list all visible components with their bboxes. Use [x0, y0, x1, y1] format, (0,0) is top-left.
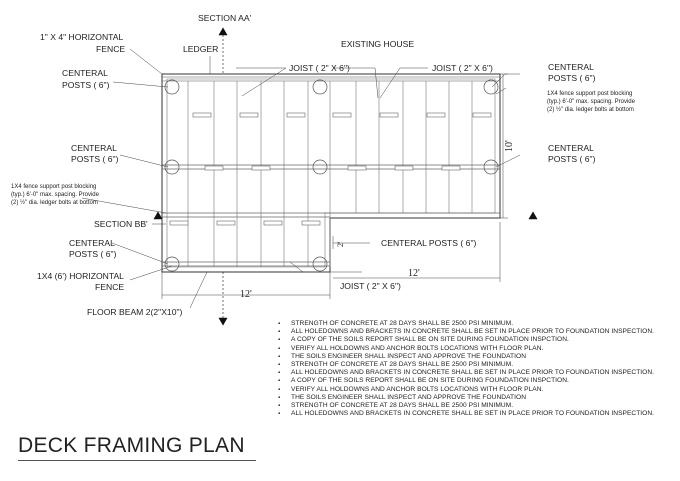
blocking: [473, 113, 491, 117]
section-aa-label: SECTION AA': [198, 13, 252, 23]
leader-lines: [82, 49, 520, 308]
blocking: [442, 166, 460, 170]
ledger-label: LEDGER: [183, 44, 219, 54]
fence-top-label-1: 1" X 4" HORIZONTAL: [40, 32, 124, 42]
fence-note-left-3: (2) ½" dia. ledger bolts at bottom: [11, 200, 98, 206]
drawing-title: DECK FRAMING PLAN: [18, 434, 245, 457]
title-underline: [18, 460, 256, 461]
note-item: ▪ ALL HOLEDOWNS AND BRACKETS IN CONCRETE SHALL BE SET IN PLACE PRIOR TO FOUNDATION INSPECTION.: [278, 410, 678, 418]
fence-bottom-label-2: FENCE: [95, 282, 125, 292]
section-bb-arrow: [154, 212, 162, 219]
fence-note-right-1: 1X4 fence support post blocking: [547, 91, 633, 97]
post-label-tl-2: POSTS ( 6"): [62, 80, 110, 90]
post-label-mr-1: CENTERAL: [548, 143, 594, 153]
post-label-tr-1: CENTERAL: [548, 62, 594, 72]
blocking: [427, 113, 445, 117]
blocking: [252, 166, 270, 170]
post: [313, 160, 327, 174]
blocking: [240, 113, 258, 117]
blocking: [217, 221, 235, 225]
note-item: ▪ VERIFY ALL HOLDOWNS AND ANCHOR BOLTS LOCATIONS WITH FLOOR PLAN.: [278, 386, 678, 394]
joist-label-left: JOIST ( 2" X 6"): [289, 63, 350, 73]
fence-top-label-2: FENCE: [96, 44, 126, 54]
blocking: [302, 221, 320, 225]
fence-bottom-label-1: 1X4 (6') HORIZONTAL: [37, 271, 124, 281]
joist-label-right: JOIST ( 2" X 6"): [432, 63, 493, 73]
note-item: ▪ THE SOILS ENGINEER SHALL INSPECT AND APPROVE THE FOUNDATION: [278, 394, 678, 402]
blocking: [348, 166, 366, 170]
note-item: ▪ STRENGTH OF CONCRETE AT 28 DAYS SHALL BE 2500 PSI MINIMUM.: [278, 402, 678, 410]
dim-12-right-label: 12': [408, 268, 420, 279]
fence-note-right-3: (2) ½" dia. ledger bolts at bottom: [547, 107, 634, 113]
post-label-inline: CENTERAL POSTS ( 6"): [381, 238, 477, 248]
blocking: [264, 221, 282, 225]
post-label-bl-1: CENTERAL: [69, 238, 115, 248]
general-notes-list: [278, 320, 678, 418]
blocking: [193, 113, 211, 117]
joist-label-bottom: JOIST ( 2" X 6"): [340, 281, 401, 291]
post-label-tl-1: CENTERAL: [62, 68, 108, 78]
note-item: ▪ A COPY OF THE SOILS REPORT SHALL BE ON SITE DURING FOUNDATION INSPCTION.: [278, 336, 678, 344]
existing-house-label: EXISTING HOUSE: [341, 39, 415, 49]
fence-note-left-2: (typ.) 6'-0" max. spacing. Provide: [11, 192, 99, 198]
post: [484, 160, 498, 174]
note-item: ▪ THE SOILS ENGINEER SHALL INSPECT AND APPROVE THE FOUNDATION: [278, 353, 678, 361]
note-item: ▪ STRENGTH OF CONCRETE AT 28 DAYS SHALL BE 2500 PSI MINIMUM.: [278, 320, 678, 328]
note-item: ▪ ALL HOLEDOWNS AND BRACKETS IN CONCRETE SHALL BE SET IN PLACE PRIOR TO FOUNDATION INSPECTION.: [278, 328, 678, 336]
post-label-mr-2: POSTS ( 6"): [548, 154, 596, 164]
blocking: [170, 221, 188, 225]
blocking: [380, 113, 398, 117]
post-label-ml-1: CENTERAL: [71, 143, 117, 153]
fence-note-right-2: (typ.) 6'-0" max. spacing. Provide: [547, 99, 635, 105]
section-aa-arrow: [219, 28, 227, 35]
section-bb-label: SECTION BB': [94, 219, 148, 229]
note-item: ▪ ALL HOLEDOWNS AND BRACKETS IN CONCRETE SHALL BE SET IN PLACE PRIOR TO FOUNDATION INSPECTION.: [278, 369, 678, 377]
dim-10-label: 10': [504, 140, 515, 152]
dim-12-bottom-label: 12': [240, 289, 252, 300]
blocking: [333, 113, 351, 117]
post-label-ml-2: POSTS ( 6"): [71, 154, 119, 164]
blocking: [205, 166, 223, 170]
note-item: ▪ A COPY OF THE SOILS REPORT SHALL BE ON SITE DURING FOUNDATION INSPCTION.: [278, 377, 678, 385]
note-item: ▪ VERIFY ALL HOLDOWNS AND ANCHOR BOLTS LOCATIONS WITH FLOOR PLAN.: [278, 345, 678, 353]
fence-note-left-1: 1X4 fence support post blocking: [11, 184, 97, 190]
blocking: [395, 166, 413, 170]
floor-beam-label: FLOOR BEAM 2(2"X10"): [87, 307, 183, 317]
post: [484, 80, 498, 94]
post-label-bl-2: POSTS ( 6"): [69, 249, 117, 259]
note-item: ▪ STRENGTH OF CONCRETE AT 28 DAYS SHALL BE 2500 PSI MINIMUM.: [278, 361, 678, 369]
post: [313, 80, 327, 94]
dim-2-label: 2': [336, 241, 345, 247]
blocking: [287, 113, 305, 117]
post-label-tr-2: POSTS ( 6"): [548, 73, 596, 83]
